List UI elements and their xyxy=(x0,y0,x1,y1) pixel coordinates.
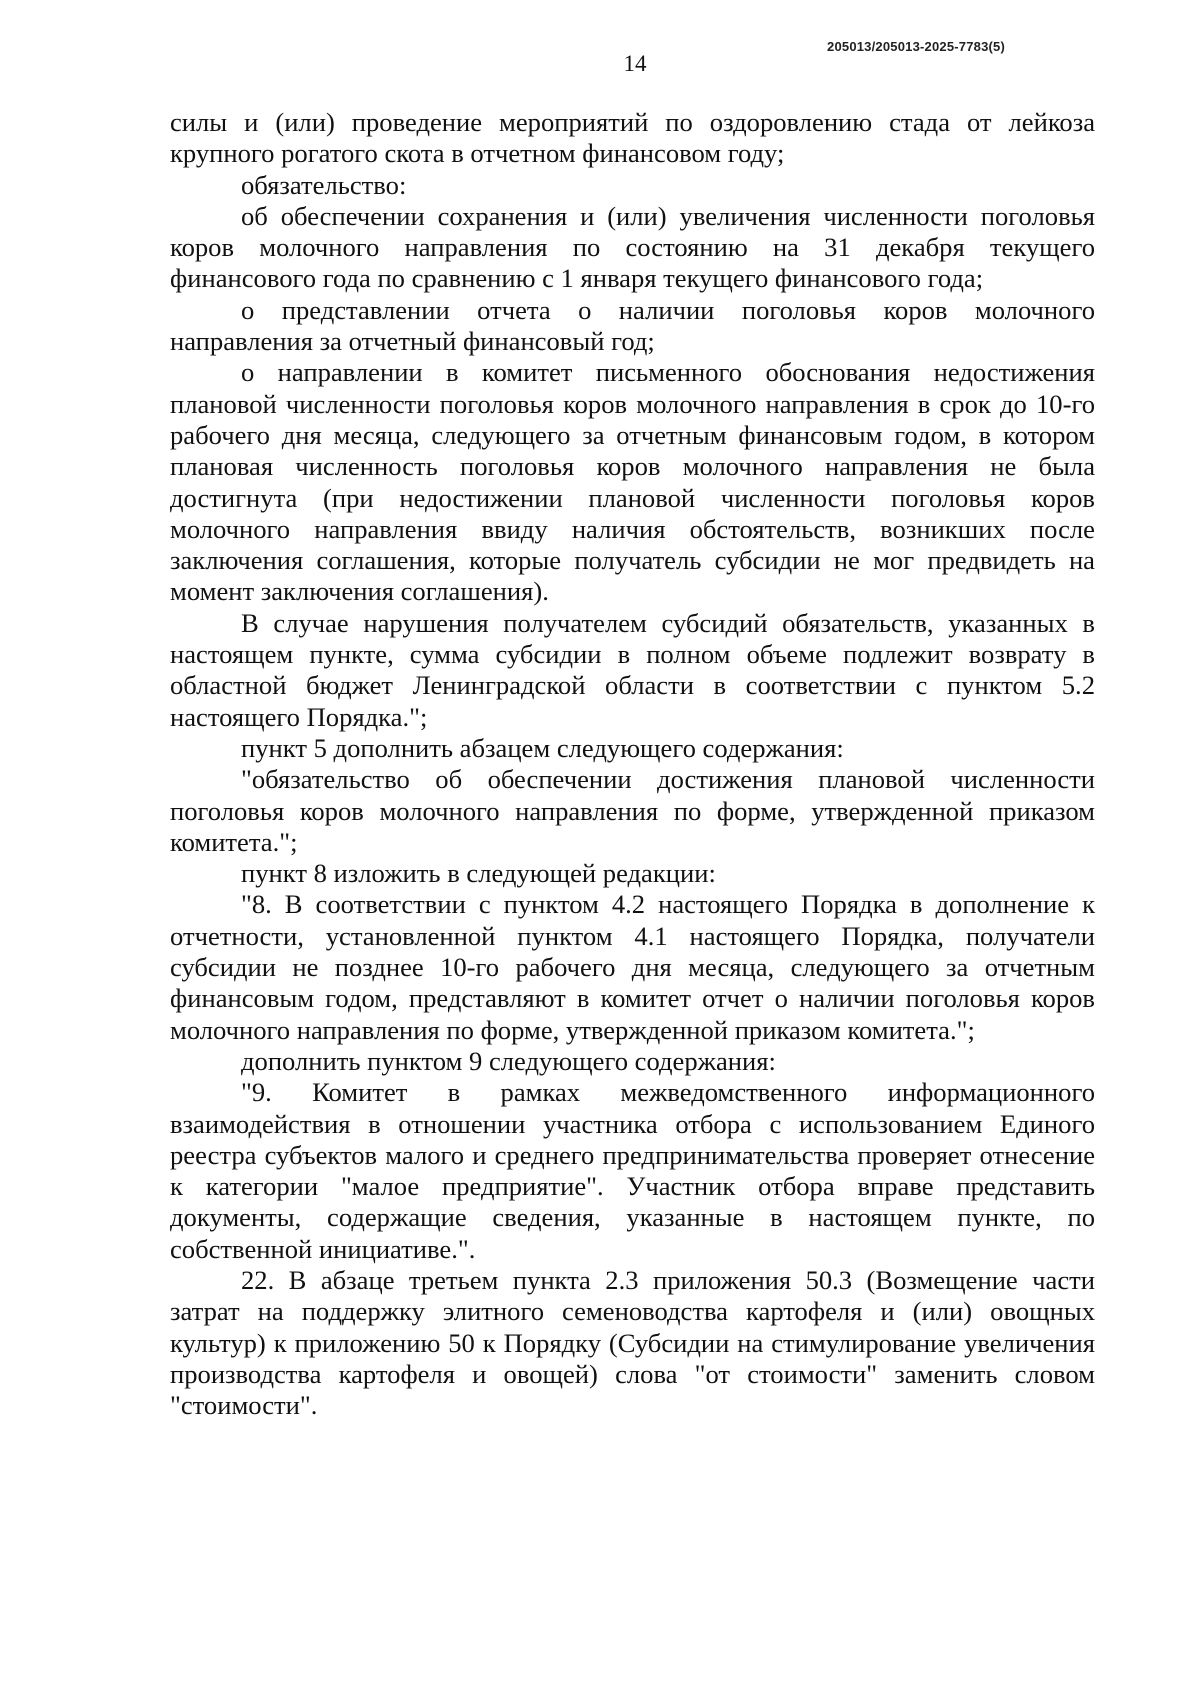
paragraph-obligation-herd-size: об обеспечении сохранения и (или) увеличения численности поголовья коров молочного направления по состоянию на 31 декабря текущего финансового года по сравнению с 1 января текущего финансового года; xyxy=(170,200,1095,294)
paragraph-item-22: 22. В абзаце третьем пункта 2.3 приложения 50.3 (Возмещение части затрат на поддержку элитного семеноводства картофеля и (или) овощных культур) к приложению 50 к Порядку (Субсидии на стимулирование увеличения производства картофеля и овощей) слова "от стоимости" заменить словом "стоимости". xyxy=(170,1264,1095,1421)
paragraph-obligation-report: о представлении отчета о наличии поголовья коров молочного направления за отчетный финансовый год; xyxy=(170,294,1095,357)
paragraph-amend-item-5: пункт 5 дополнить абзацем следующего содержания: xyxy=(241,732,844,763)
document-id: 205013/205013-2025-7783(5) xyxy=(827,39,1005,54)
paragraph-item-9-text: "9. Комитет в рамках межведомственного информационного взаимодействия в отношении участника отбора с использованием Единого реестра субъектов малого и среднего предпринимательства проверяет отнесение к категории "малое предприятие". Участник отбора вправе представить документы, содержащие сведения, указанные в настоящем пункте, по собственной инициативе.". xyxy=(170,1077,1095,1264)
paragraph-continuation: силы и (или) проведение мероприятий по оздоровлению стада от лейкоза крупного рогатого скота в отчетном финансовом году; xyxy=(170,107,1095,169)
paragraph-violation-refund: В случае нарушения получателем субсидий обязательств, указанных в настоящем пункте, сумма субсидии в полном объеме подлежит возврату в областной бюджет Ленинградской области в соответствии с пунктом 5.2 настоящего Порядка."; xyxy=(170,607,1095,732)
paragraph-item-8-text: "8. В соответствии с пунктом 4.2 настоящего Порядка в дополнение к отчетности, установленной пунктом 4.1 настоящего Порядка, получатели субсидии не позднее 10-го рабочего дня месяца, следующего за отчетным финансовым годом, представляют в комитет отчет о наличии поголовья коров молочного направления по форме, утвержденной приказом комитета."; xyxy=(170,889,1095,1045)
document-body xyxy=(170,107,1095,1421)
paragraph-amend-item-8: пункт 8 изложить в следующей редакции: xyxy=(241,858,716,889)
paragraph-add-item-9: дополнить пунктом 9 следующего содержания: xyxy=(241,1045,776,1076)
paragraph-obligation-heading: обязательство: xyxy=(241,169,407,200)
paragraph-item-5-text: "обязательство об обеспечении достижения плановой численности поголовья коров молочного направления по форме, утвержденной приказом комитета."; xyxy=(170,764,1095,857)
paragraph-obligation-justification: о направлении в комитет письменного обоснования недостижения плановой численности поголовья коров молочного направления в срок до 10-го рабочего дня месяца, следующего за отчетным финансовым годом, в котором плановая численность поголовья коров молочного направления не была достигнута (при недостижении плановой численности поголовья коров молочного направления ввиду наличия обстоятельств, возникших после заключения соглашения, которые получатель субсидии не мог предвидеть на момент заключения соглашения). xyxy=(170,357,1095,607)
page-number: 14 xyxy=(623,51,647,76)
